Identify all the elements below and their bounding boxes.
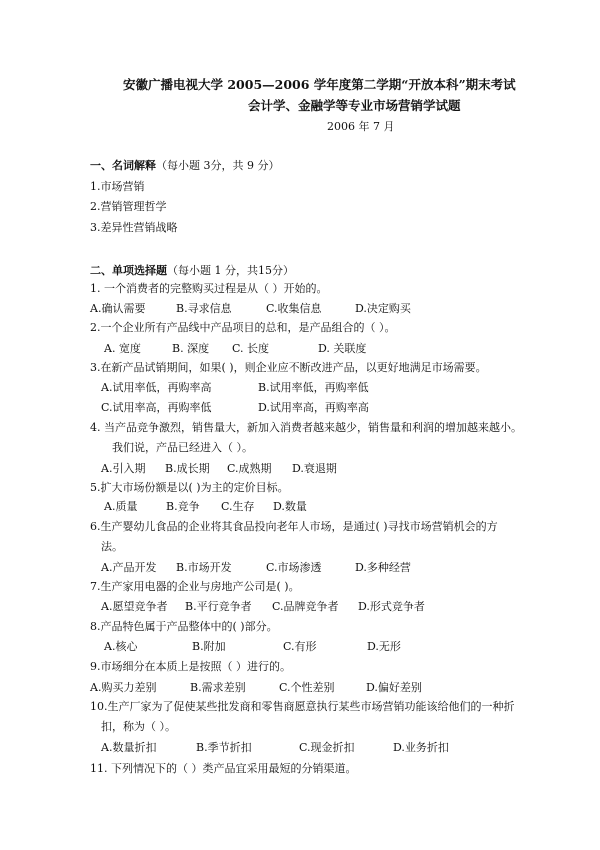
option-a: A.确认需要 bbox=[90, 302, 146, 315]
question-stem: 10.生产厂家为了促使某些批发商和零售商愿意执行某些市场营销功能该给他们的一种折 bbox=[90, 700, 515, 713]
section1-score: （每小题 3分，共 9 分） bbox=[156, 159, 280, 172]
question-stem-continued: 法。 bbox=[101, 540, 123, 553]
option-a: A.试用率低，再购率高 bbox=[101, 381, 212, 394]
option-b: B.试用率低，再购率低 bbox=[258, 381, 369, 394]
question-stem: 3.在新产品试销期间，如果( )，则企业应不断改进产品，以更好地满足市场需要。 bbox=[90, 361, 487, 374]
option-a: A.愿望竞争者 bbox=[101, 600, 168, 613]
option-b: B.市场开发 bbox=[176, 561, 232, 574]
option-a: A.质量 bbox=[104, 500, 138, 513]
question-stem: 7.生产家用电器的企业与房地产公司是( )。 bbox=[90, 580, 300, 593]
section1-header bbox=[90, 159, 280, 173]
option-b: B.需求差别 bbox=[190, 681, 246, 694]
option-d: D.偏好差别 bbox=[366, 681, 422, 694]
question-stem: 4. 当产品竞争激烈，销售量大，新加入消费者越来越少，销售量和利润的增加越来越小。 bbox=[90, 421, 522, 434]
option-d: D.决定购买 bbox=[355, 302, 411, 315]
option-d: D.数量 bbox=[273, 500, 307, 513]
option-a: A.引入期 bbox=[101, 462, 146, 475]
option-d: D.业务折扣 bbox=[393, 741, 449, 754]
option-c: C.个性差别 bbox=[279, 681, 335, 694]
option-b: B.季节折扣 bbox=[196, 741, 252, 754]
option-d: D.无形 bbox=[367, 640, 401, 653]
option-b: B. 深度 bbox=[172, 342, 210, 355]
option-a: A.购买力差别 bbox=[90, 681, 157, 694]
section2-heading: 二、单项选择题 bbox=[90, 264, 167, 277]
question-stem: 8.产品特色属于产品整体中的( )部分。 bbox=[90, 620, 278, 633]
option-b: B.成长期 bbox=[165, 462, 210, 475]
option-a: A. 宽度 bbox=[104, 342, 141, 355]
option-c: C.品牌竞争者 bbox=[272, 600, 339, 613]
option-d: D. 关联度 bbox=[318, 342, 367, 355]
question-stem: 2.一个企业所有产品线中产品项目的总和，是产品组合的（ ）。 bbox=[90, 321, 396, 334]
option-d: D.形式竞争者 bbox=[358, 600, 425, 613]
option-d: D.多种经营 bbox=[355, 561, 411, 574]
option-c: C.市场渗透 bbox=[266, 561, 322, 574]
section1-heading: 一、名词解释 bbox=[90, 159, 156, 172]
option-a: A.核心 bbox=[104, 640, 138, 653]
exam-title: 安徽广播电视大学 2005—2006 学年度第二学期“开放本科”期末考试 bbox=[123, 77, 516, 92]
question-stem: 5.扩大市场份额是以( )为主的定价目标。 bbox=[90, 481, 289, 494]
question-stem-continued: 扣，称为（ ）。 bbox=[101, 720, 176, 733]
option-c: C.有形 bbox=[283, 640, 317, 653]
option-b: B.竞争 bbox=[166, 500, 200, 513]
exam-subtitle: 会计学、金融学等专业市场营销学试题 bbox=[248, 98, 461, 113]
option-a: A.产品开发 bbox=[101, 561, 157, 574]
question-stem: 11. 下列情况下的（ ）类产品宜采用最短的分销渠道。 bbox=[90, 762, 357, 775]
option-d: D.试用率高，再购率高 bbox=[258, 401, 369, 414]
option-b: B.平行竞争者 bbox=[185, 600, 252, 613]
option-b: B.寻求信息 bbox=[176, 302, 232, 315]
section2-header bbox=[90, 264, 294, 278]
option-c: C.成熟期 bbox=[227, 462, 272, 475]
option-c: C.试用率高，再购率低 bbox=[101, 401, 212, 414]
option-b: B.附加 bbox=[192, 640, 226, 653]
exam-date: 2006 年 7 月 bbox=[327, 120, 395, 133]
question-stem-continued: 我们说，产品已经进入（ ）。 bbox=[112, 441, 253, 454]
section2-score: （每小题 1 分，共15分） bbox=[167, 264, 294, 277]
option-c: C.生存 bbox=[221, 500, 255, 513]
question-stem: 9.市场细分在本质上是按照（ ）进行的。 bbox=[90, 660, 291, 673]
option-d: D.衰退期 bbox=[292, 462, 337, 475]
term-item: 2.营销管理哲学 bbox=[90, 200, 167, 213]
term-item: 3.差异性营销战略 bbox=[90, 221, 178, 234]
question-stem: 6.生产婴幼儿食品的企业将其食品投向老年人市场，是通过( )寻找市场营销机会的方 bbox=[90, 520, 498, 533]
option-c: C.收集信息 bbox=[266, 302, 322, 315]
question-stem: 1. 一个消费者的完整购买过程是从（ ）开始的。 bbox=[90, 282, 328, 295]
option-c: C.现金折扣 bbox=[299, 741, 355, 754]
option-a: A.数量折扣 bbox=[101, 741, 157, 754]
term-item: 1.市场营销 bbox=[90, 180, 145, 193]
option-c: C. 长度 bbox=[232, 342, 270, 355]
